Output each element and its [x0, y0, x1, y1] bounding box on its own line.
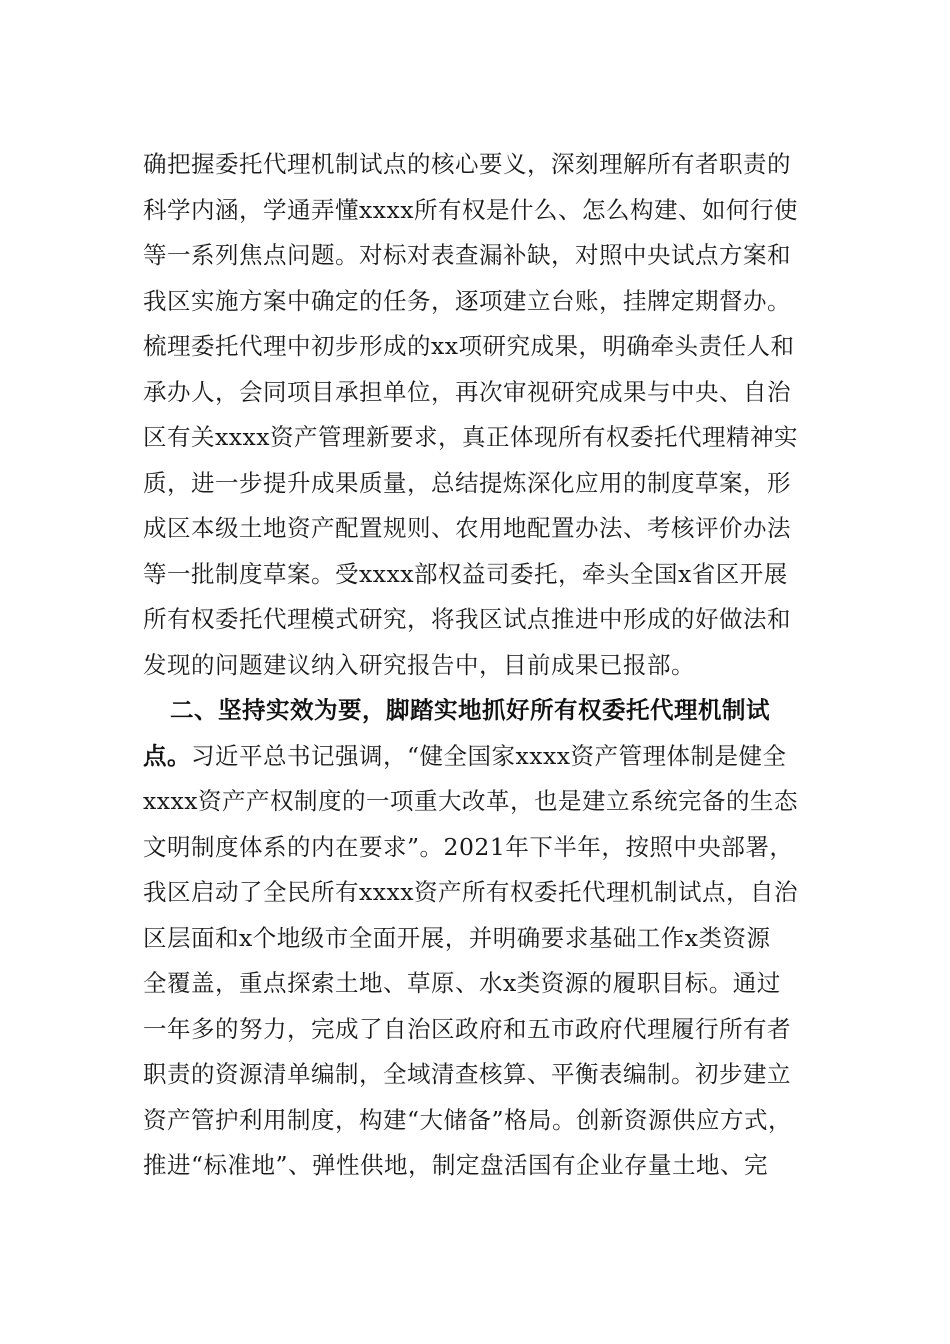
section-text-start: 习近平总书记强调，“健全国家xxxx资产管理体制是健全: [191, 741, 787, 770]
text-line: 区层面和x个地级市全面开展，并明确要求基础工作x类资源: [143, 923, 771, 952]
body-text: [143, 142, 833, 1189]
text-line: 承办人，会同项目承担单位，再次审视研究成果与中央、自治: [143, 377, 791, 406]
text-line: xxxx资产产权制度的一项重大改革，也是建立系统完备的生态: [143, 787, 799, 815]
text-line: 区有关xxxx资产管理新要求，真正体现所有权委托代理精神实: [143, 423, 799, 451]
text-line: 梳理委托代理中初步形成的xx项研究成果，明确牵头责任人和: [143, 332, 795, 360]
text-line: 等一批制度草案。受xxxx部权益司委托，牵头全国x省区开展: [143, 559, 788, 588]
text-line: 我区启动了全民所有xxxx资产所有权委托代理机制试点，自治: [143, 878, 799, 906]
text-line: 推进“标准地”、弹性供地，制定盘活国有企业存量土地、完: [143, 1151, 769, 1179]
text-line: 我区实施方案中确定的任务，逐项建立台账，挂牌定期督办。: [143, 286, 791, 315]
text-line: 等一系列焦点问题。对标对表查漏补缺，对照中央试点方案和: [143, 241, 791, 269]
text-line: 质，进一步提升成果质量，总结提炼深化应用的制度草案，形: [143, 468, 791, 497]
text-line: 职责的资源清单编制，全域清查核算、平衡表编制。初步建立: [143, 1060, 791, 1088]
text-line: 确把握委托代理机制试点的核心要义，深刻理解所有者职责的: [143, 150, 791, 178]
section-heading: 二、坚持实效为要，脚踏实地抓好所有权委托代理机制试: [170, 696, 770, 724]
text-line: 发现的问题建议纳入研究报告中，目前成果已报部。: [143, 650, 695, 679]
text-line: 全覆盖，重点探索土地、草原、水x类资源的履职目标。通过: [143, 969, 781, 997]
section-heading-end: 点。: [143, 741, 191, 770]
section-heading-continuation: [143, 734, 833, 780]
text-line: 文明制度体系的内在要求”。2021年下半年，按照中央部署，: [143, 832, 794, 861]
text-line: 科学内涵，学通弄懂xxxx所有权是什么、怎么构建、如何行使: [143, 195, 799, 224]
text-line: 成区本级土地资产配置规则、农用地配置办法、考核评价办法: [143, 514, 791, 542]
text-line: 资产管护利用制度，构建“大储备”格局。创新资源供应方式，: [143, 1105, 793, 1134]
text-line: 一年多的努力，完成了自治区政府和五市政府代理履行所有者: [143, 1014, 791, 1043]
text-line: 所有权委托代理模式研究，将我区试点推进中形成的好做法和: [143, 605, 791, 633]
